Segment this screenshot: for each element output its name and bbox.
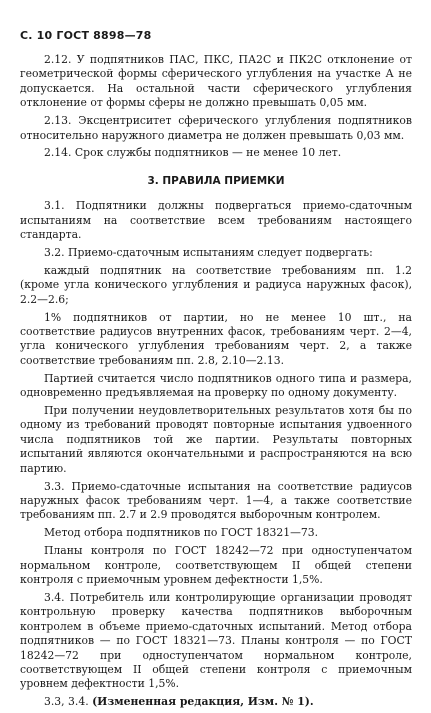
clause-3-4: 3.4. Потребитель или контролирующие организации проводят контрольную проверку качества подпятников выборочным контролем в объеме приемо-сдаточных испытаний. Метод отбора подпятников — по ГОСТ 18321—73. Планы контроля — по ГОСТ 18242—72 при одноступенчатом нормальном контроле, соответствующем II общей степени контроля с приемочным уровнем дефектности 1,5%.	[20, 590, 412, 691]
clause-2-14: 2.14. Срок службы подпятников — не менее 10 лет.	[44, 146, 342, 160]
clause-3-2: 3.2. Приемо-сдаточным испытаниям следует подвергать:	[44, 245, 373, 259]
clause-3-3: 3.3. Приемо-сдаточные испытания на соответствие радиусов наружных фасок требованиям черт. 1—4, а также соответствие требованиям пп. 2.7 и 2.9 проводятся выборочным контролем.	[20, 479, 412, 522]
clause-2-12: 2.12. У подпятников ПАС, ПКС, ПА2С и ПК2С отклонение от геометрической формы сферического углубления на участке А не допускается. На остальной части сферического углубления отклонение от формы сферы не должно превышать 0,05 мм.	[20, 53, 412, 110]
section-title: 3. ПРАВИЛА ПРИЕМКИ	[147, 174, 285, 187]
retest-rule: При получении неудовлетворительных результатов хотя бы по одному из требований проводят повторные испытания удвоенного числа подпятников той же партии. Результаты повторных испытаний являются окончательными и распространяются на всю партию.	[20, 404, 412, 475]
clause-3-1: 3.1. Подпятники должны подвергаться приемо-сдаточным испытаниям на соответствие всем требованиям настоящего стандарта.	[20, 199, 412, 242]
clause-2-13: 2.13. Эксцентриситет сферического углубления подпятников относительно наружного диаметра не должен превышать 0,03 мм.	[20, 114, 412, 142]
clause-3-2-item-each: каждый подпятник на соответствие требованиям пп. 1.2 (кроме угла конического углубления и радиуса наружных фасок), 2.2—2.6;	[20, 263, 412, 306]
page-header: С. 10 ГОСТ 8898—78	[20, 29, 152, 42]
page-content	[20, 53, 412, 713]
edition-note	[20, 695, 412, 709]
clause-3-2-item-percent: 1% подпятников от партии, но не менее 10 шт., на соответствие радиусов внутренних фасок, требованиям черт. 2—4, угла конического углубления требованиям черт. 2, а также соответствие требованиям пп. 2.8, 2.10—2.13.	[20, 310, 412, 367]
edition-note-ref: 3.3, 3.4.	[44, 695, 89, 709]
control-plans: Планы контроля по ГОСТ 18242—72 при одноступенчатом нормальном контроле, соответствующем II общей степени контроля с приемочным уровнем дефектности 1,5%.	[20, 544, 412, 586]
edition-note-label: (Измененная редакция, Изм. № 1).	[92, 695, 314, 709]
batch-definition: Партией считается число подпятников одного типа и размера, одновременно предъявляемая на проверку по одному документу.	[20, 371, 412, 400]
sampling-method: Метод отбора подпятников по ГОСТ 18321—73.	[44, 526, 319, 540]
